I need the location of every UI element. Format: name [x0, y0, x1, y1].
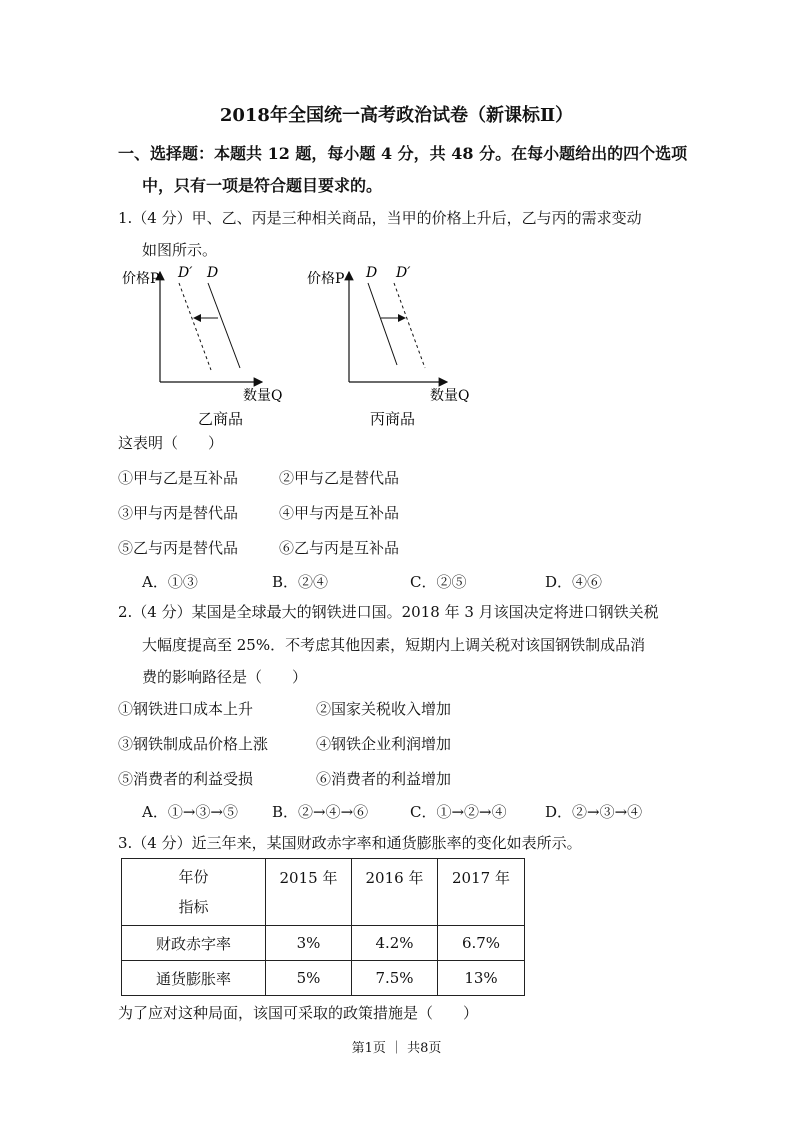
q3-stem: 为了应对这种局面，该国可采取的政策措施是（ ） [118, 1004, 479, 1022]
choice-b: B．②④ [272, 573, 329, 591]
q3-text: 3.（4 分）近三年来，某国财政赤字率和通货膨胀率的变化如表所示。 [118, 834, 582, 852]
statement: ②甲与乙是替代品 [279, 469, 400, 487]
table-cell: 6.7% [438, 926, 525, 961]
statement: ①钢铁进口成本上升 [118, 700, 254, 718]
demand-curve-shifted [179, 283, 211, 370]
statement: ④甲与丙是互补品 [279, 504, 400, 522]
choice-d: D．②→③→④ [545, 803, 643, 821]
q3-table [121, 858, 525, 996]
table-row [122, 961, 525, 996]
section-heading: 一、选择题：本题共 12 题，每小题 4 分，共 48 分。在每小题给出的四个选项 [118, 144, 688, 163]
curve-label: D [207, 265, 219, 281]
demand-curve [368, 283, 397, 365]
row-label: 财政赤字率 [122, 926, 266, 961]
curve-label: D [366, 265, 378, 281]
y-label: 价格P [307, 271, 345, 287]
table-cell: 13% [438, 961, 525, 996]
graph-caption: 乙商品 [198, 410, 244, 428]
choice-d: D．④⑥ [545, 573, 603, 591]
choice-c: C．②⑤ [410, 573, 467, 591]
q1-text-cont: 如图所示。 [142, 241, 218, 259]
statement: ⑥乙与丙是互补品 [279, 539, 400, 557]
curve-label: D′ [396, 265, 411, 281]
q1-text: 1.（4 分）甲、乙、丙是三种相关商品，当甲的价格上升后，乙与丙的需求变动 [118, 209, 642, 227]
row-label: 通货膨胀率 [122, 961, 266, 996]
table-row [122, 926, 525, 961]
choice-a: A．①→③→⑤ [142, 803, 238, 821]
choice-b: B．②→④→⑥ [272, 803, 369, 821]
statement: ①甲与乙是互补品 [118, 469, 239, 487]
table-header: 2017 年 [438, 859, 525, 926]
statement: ⑤消费者的利益受损 [118, 770, 254, 788]
q2-text-cont: 费的影响路径是（ ） [142, 668, 308, 686]
q2-text: 2.（4 分）某国是全球最大的钢铁进口国。2018 年 3 月该国决定将进口钢铁关税 [118, 603, 659, 621]
page-footer: 第1页 ｜ 共8页 [351, 1041, 442, 1056]
y-label: 价格P [122, 271, 160, 287]
demand-curve [208, 283, 240, 368]
q1-stem: 这表明（ ） [118, 434, 224, 452]
statement: ③钢铁制成品价格上涨 [118, 735, 269, 753]
x-label: 数量Q [243, 388, 283, 404]
graph-bing [307, 265, 469, 428]
statement: ②国家关税收入增加 [316, 700, 452, 718]
table-header: 2015 年 [266, 859, 352, 926]
statement: ③甲与丙是替代品 [118, 504, 239, 522]
q1-demand-graphs [0, 255, 500, 435]
statement: ⑥消费者的利益增加 [316, 770, 452, 788]
table-cell: 5% [266, 961, 352, 996]
table-corner: 年份 指标 [122, 859, 266, 926]
section-heading-cont: 中，只有一项是符合题目要求的。 [142, 176, 383, 195]
choice-a: A．①③ [142, 573, 198, 591]
statement: ⑤乙与丙是替代品 [118, 539, 239, 557]
curve-label: D′ [178, 265, 193, 281]
demand-curve-shifted [394, 283, 425, 368]
page-title: 2018年全国统一高考政治试卷（新课标Ⅱ） [219, 105, 574, 126]
x-label: 数量Q [430, 388, 470, 404]
table-cell: 4.2% [352, 926, 438, 961]
table-cell: 3% [266, 926, 352, 961]
table-cell: 7.5% [352, 961, 438, 996]
graph-caption: 丙商品 [370, 410, 416, 428]
choice-c: C．①→②→④ [410, 803, 507, 821]
table-header: 2016 年 [352, 859, 438, 926]
statement: ④钢铁企业利润增加 [316, 735, 452, 753]
graph-yi [122, 265, 282, 428]
q2-text-cont: 大幅度提高至 25%．不考虑其他因素，短期内上调关税对该国钢铁制成品消 [142, 636, 646, 654]
